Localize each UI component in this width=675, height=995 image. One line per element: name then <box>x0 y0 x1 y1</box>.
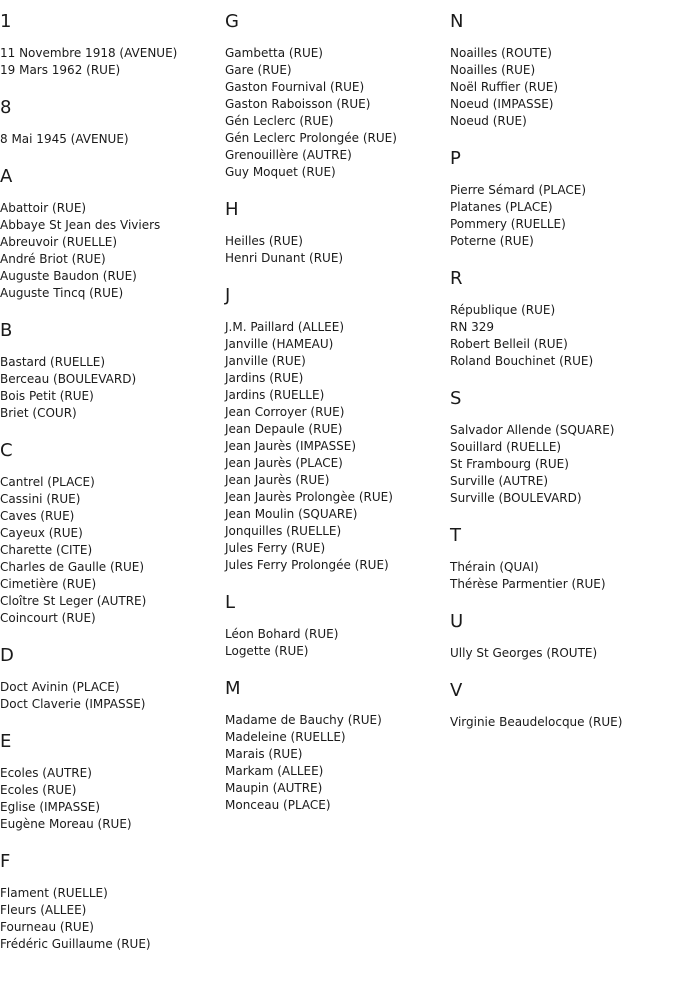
street-index-column-2 <box>225 12 445 833</box>
street-entry: Jean Jaurès Prolongèe (RUE) <box>225 490 393 504</box>
street-entry: Bois Petit (RUE) <box>0 389 94 403</box>
street-entry: Markam (ALLEE) <box>225 764 324 778</box>
street-list <box>0 885 220 953</box>
street-entry: Poterne (RUE) <box>450 234 534 248</box>
street-entry: Noeud (IMPASSE) <box>450 97 554 111</box>
section-letter-heading: L <box>225 592 236 613</box>
street-list <box>225 233 445 267</box>
street-entry: Abattoir (RUE) <box>0 201 87 215</box>
street-entry: Noeud (RUE) <box>450 114 527 128</box>
street-entry: Frédéric Guillaume (RUE) <box>0 937 151 951</box>
street-entry: Jonquilles (RUELLE) <box>225 524 342 538</box>
street-list <box>450 302 670 370</box>
street-index-column-1 <box>0 12 220 972</box>
street-entry: RN 329 <box>450 320 495 334</box>
street-entry: Roland Bouchinet (RUE) <box>450 354 594 368</box>
street-entry: Thérèse Parmentier (RUE) <box>450 577 606 591</box>
street-entry: Pommery (RUELLE) <box>450 217 566 231</box>
street-entry: République (RUE) <box>450 303 556 317</box>
section-letter-heading: 1 <box>0 11 12 32</box>
street-entry: Coincourt (RUE) <box>0 611 96 625</box>
section-letter-heading: 8 <box>0 97 12 118</box>
section-letter-heading: R <box>450 268 463 289</box>
index-section <box>225 286 445 574</box>
street-entry: Cantrel (PLACE) <box>0 475 95 489</box>
street-entry: St Frambourg (RUE) <box>450 457 569 471</box>
street-entry: Ully St Georges (ROUTE) <box>450 646 598 660</box>
street-entry: Surville (AUTRE) <box>450 474 549 488</box>
street-entry: Gén Leclerc Prolongée (RUE) <box>225 131 397 145</box>
street-entry: Ecoles (AUTRE) <box>0 766 92 780</box>
index-section <box>0 732 220 833</box>
street-entry: Jean Corroyer (RUE) <box>225 405 345 419</box>
street-entry: Charles de Gaulle (RUE) <box>0 560 145 574</box>
street-index-column-3 <box>450 12 670 750</box>
street-entry: Jardins (RUELLE) <box>225 388 325 402</box>
street-list <box>450 182 670 250</box>
street-entry: Fleurs (ALLEE) <box>0 903 87 917</box>
street-entry: Monceau (PLACE) <box>225 798 331 812</box>
street-entry: 19 Mars 1962 (RUE) <box>0 63 121 77</box>
street-entry: Thérain (QUAI) <box>450 560 539 574</box>
street-entry: Marais (RUE) <box>225 747 303 761</box>
street-list <box>450 45 670 130</box>
index-section <box>0 98 220 148</box>
street-entry: Jean Jaurès (RUE) <box>225 473 330 487</box>
section-letter-heading: N <box>450 11 464 32</box>
street-entry: Madeleine (RUELLE) <box>225 730 346 744</box>
street-entry: Berceau (BOULEVARD) <box>0 372 137 386</box>
index-section <box>225 12 445 181</box>
section-letter-heading: F <box>0 851 11 872</box>
street-entry: Henri Dunant (RUE) <box>225 251 344 265</box>
section-letter-heading: M <box>225 678 241 699</box>
street-entry: Pierre Sémard (PLACE) <box>450 183 586 197</box>
street-list <box>450 645 670 662</box>
section-letter-heading: D <box>0 645 14 666</box>
street-list <box>450 422 670 507</box>
street-entry: Jean Jaurès (PLACE) <box>225 456 343 470</box>
section-letter-heading: E <box>0 731 12 752</box>
section-letter-heading: T <box>450 525 461 546</box>
street-entry: Caves (RUE) <box>0 509 75 523</box>
section-letter-heading: V <box>450 680 463 701</box>
street-entry: Platanes (PLACE) <box>450 200 553 214</box>
street-entry: Janville (HAMEAU) <box>225 337 334 351</box>
section-letter-heading: C <box>0 440 13 461</box>
street-entry: Abreuvoir (RUELLE) <box>0 235 118 249</box>
street-list <box>450 559 670 593</box>
street-entry: Jules Ferry (RUE) <box>225 541 326 555</box>
index-section <box>0 441 220 627</box>
street-entry: Gén Leclerc (RUE) <box>225 114 334 128</box>
street-list <box>0 679 220 713</box>
street-entry: Souillard (RUELLE) <box>450 440 562 454</box>
street-entry: Auguste Tincq (RUE) <box>0 286 124 300</box>
street-entry: Cassini (RUE) <box>0 492 81 506</box>
street-entry: Salvador Allende (SQUARE) <box>450 423 615 437</box>
street-list <box>225 319 445 574</box>
street-entry: Cayeux (RUE) <box>0 526 83 540</box>
street-list <box>450 714 670 731</box>
section-letter-heading: A <box>0 166 13 187</box>
street-entry: Fourneau (RUE) <box>0 920 94 934</box>
index-section <box>0 646 220 713</box>
street-entry: Léon Bohard (RUE) <box>225 627 339 641</box>
index-section <box>450 149 670 250</box>
street-entry: Noailles (RUE) <box>450 63 536 77</box>
street-list <box>0 45 220 79</box>
section-letter-heading: G <box>225 11 239 32</box>
street-entry: 11 Novembre 1918 (AVENUE) <box>0 46 178 60</box>
street-entry: J.M. Paillard (ALLEE) <box>225 320 345 334</box>
street-entry: André Briot (RUE) <box>0 252 106 266</box>
section-letter-heading: P <box>450 148 461 169</box>
street-entry: Flament (RUELLE) <box>0 886 108 900</box>
index-section <box>225 200 445 267</box>
street-entry: Ecoles (RUE) <box>0 783 77 797</box>
street-entry: Gare (RUE) <box>225 63 292 77</box>
street-entry: Jean Depaule (RUE) <box>225 422 343 436</box>
index-section <box>450 526 670 593</box>
section-letter-heading: U <box>450 611 464 632</box>
street-entry: Madame de Bauchy (RUE) <box>225 713 382 727</box>
index-section <box>450 681 670 731</box>
street-entry: Jules Ferry Prolongée (RUE) <box>225 558 389 572</box>
street-entry: Eugène Moreau (RUE) <box>0 817 132 831</box>
street-entry: Eglise (IMPASSE) <box>0 800 101 814</box>
street-entry: Auguste Baudon (RUE) <box>0 269 137 283</box>
street-entry: Cloître St Leger (AUTRE) <box>0 594 147 608</box>
index-section <box>450 612 670 662</box>
section-letter-heading: B <box>0 320 13 341</box>
street-entry: Charette (CITE) <box>0 543 93 557</box>
street-entry: Bastard (RUELLE) <box>0 355 106 369</box>
street-entry: Gaston Fournival (RUE) <box>225 80 365 94</box>
street-list <box>225 45 445 181</box>
street-list <box>0 474 220 627</box>
street-entry: Doct Claverie (IMPASSE) <box>0 697 146 711</box>
index-section <box>450 12 670 130</box>
index-section <box>0 852 220 953</box>
street-entry: Noailles (ROUTE) <box>450 46 552 60</box>
index-section <box>450 269 670 370</box>
index-section <box>0 12 220 79</box>
index-section <box>450 389 670 507</box>
street-entry: Jardins (RUE) <box>225 371 304 385</box>
street-entry: Gaston Raboisson (RUE) <box>225 97 371 111</box>
street-list <box>0 131 220 148</box>
index-section <box>225 593 445 660</box>
street-entry: Logette (RUE) <box>225 644 309 658</box>
street-entry: Abbaye St Jean des Viviers <box>0 218 161 232</box>
section-letter-heading: J <box>225 285 231 306</box>
street-entry: Janville (RUE) <box>225 354 306 368</box>
index-section <box>0 321 220 422</box>
street-entry: Surville (BOULEVARD) <box>450 491 582 505</box>
section-letter-heading: S <box>450 388 462 409</box>
street-entry: Maupin (AUTRE) <box>225 781 323 795</box>
street-entry: Doct Avinin (PLACE) <box>0 680 120 694</box>
street-list <box>225 626 445 660</box>
street-entry: Jean Moulin (SQUARE) <box>225 507 358 521</box>
index-section <box>225 679 445 814</box>
street-entry: Briet (COUR) <box>0 406 77 420</box>
street-list <box>0 354 220 422</box>
street-list <box>0 765 220 833</box>
street-entry: 8 Mai 1945 (AVENUE) <box>0 132 129 146</box>
street-entry: Noël Ruffier (RUE) <box>450 80 559 94</box>
section-letter-heading: H <box>225 199 239 220</box>
index-section <box>0 167 220 302</box>
street-list <box>0 200 220 302</box>
street-entry: Heilles (RUE) <box>225 234 303 248</box>
street-list <box>225 712 445 814</box>
street-entry: Grenouillère (AUTRE) <box>225 148 352 162</box>
street-entry: Guy Moquet (RUE) <box>225 165 336 179</box>
street-entry: Cimetière (RUE) <box>0 577 97 591</box>
street-entry: Gambetta (RUE) <box>225 46 323 60</box>
street-entry: Robert Belleil (RUE) <box>450 337 568 351</box>
street-entry: Virginie Beaudelocque (RUE) <box>450 715 623 729</box>
street-entry: Jean Jaurès (IMPASSE) <box>225 439 357 453</box>
